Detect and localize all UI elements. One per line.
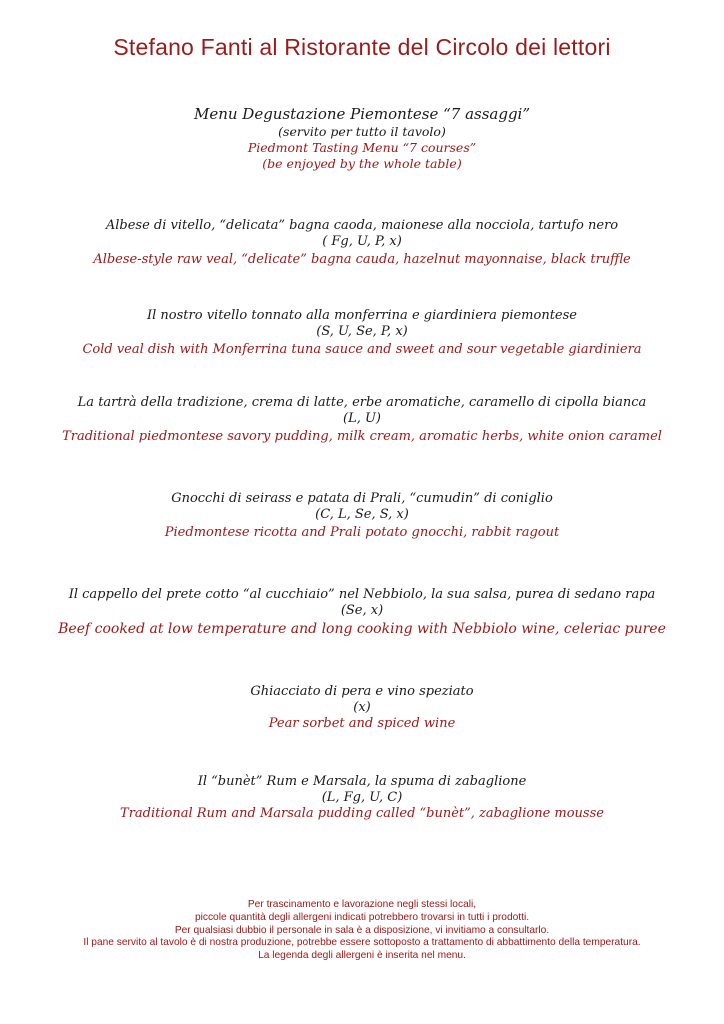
course-name-it: Ghiacciato di pera e vino speziato [250, 684, 474, 699]
footer-note: Per qualsiasi dubbio il personale in sala è a disposizione, vi invitiamo a consultarlo. [174, 924, 550, 936]
course-name-en: Piedmontese ricotta and Prali potato gnocchi, rabbit ragout [164, 525, 560, 540]
course-7 [0, 774, 724, 822]
course-name-en: Pear sorbet and spiced wine [268, 716, 456, 731]
footer-note: La legenda degli allergeni è inserita nel menu. [258, 950, 466, 962]
course-name-it: Gnocchi di seirass e patata di Prali, “cumudin” di coniglio [171, 491, 553, 506]
course-name-it: Il “bunèt” Rum e Marsala, la spuma di zabaglione [197, 774, 527, 789]
menu-subtitle-en: (be enjoyed by the whole table) [262, 156, 462, 171]
course-name-it: Il cappello del prete cotto “al cucchiaio” nel Nebbiolo, la sua salsa, purea di sedano rapa [68, 587, 656, 602]
course-1 [0, 218, 724, 268]
footer-note: Il pane servito al tavolo è di nostra produzione, potrebbe essere sottoposto a trattamento di abbattimento della temperatura. [83, 937, 641, 949]
course-3 [0, 395, 724, 445]
course-2 [0, 308, 724, 358]
course-name-en: Beef cooked at low temperature and long cooking with Nebbiolo wine, celeriac puree [58, 621, 666, 637]
course-name-en: Cold veal dish with Monferrina tuna sauce and sweet and sour vegetable giardiniera [82, 342, 642, 357]
allergen-footer-notes [0, 899, 724, 963]
course-name-it: La tartrà della tradizione, crema di latte, erbe aromatiche, caramello di cipolla bianca [77, 395, 647, 410]
course-allergens: (C, L, Se, S, x) [315, 507, 409, 522]
course-name-en: Albese-style raw veal, “delicate” bagna cauda, hazelnut mayonnaise, black truffle [93, 252, 631, 267]
menu-title-en: Piedmont Tasting Menu “7 courses” [247, 140, 477, 155]
menu-header [0, 104, 724, 172]
restaurant-title: Stefano Fanti al Ristorante del Circolo dei lettori [113, 34, 611, 60]
course-allergens: (Se, x) [340, 603, 384, 618]
course-allergens: (L, U) [343, 411, 381, 426]
course-6 [0, 684, 724, 732]
course-name-en: Traditional piedmontese savory pudding, milk cream, aromatic herbs, white onion caramel [62, 429, 662, 444]
course-allergens: (x) [353, 700, 371, 715]
course-name-it: Il nostro vitello tonnato alla monferrina e giardiniera piemontese [147, 308, 577, 323]
course-allergens: ( Fg, U, P, x) [322, 234, 402, 249]
course-allergens: (L, Fg, U, C) [321, 790, 403, 805]
course-4 [0, 491, 724, 541]
footer-note: piccole quantità degli allergeni indicati potrebbero trovarsi in tutti i prodotti. [194, 911, 530, 923]
menu-subtitle: (servito per tutto il tavolo) [278, 124, 446, 139]
course-name-en: Traditional Rum and Marsala pudding called “bunèt”, zabaglione mousse [120, 806, 604, 821]
menu-title: Menu Degustazione Piemontese “7 assaggi” [193, 105, 531, 123]
course-5 [0, 587, 724, 639]
course-name-it: Albese di vitello, “delicata” bagna caoda, maionese alla nocciola, tartufo nero [105, 218, 619, 233]
course-allergens: (S, U, Se, P, x) [316, 324, 408, 339]
footer-note: Per trascinamento e lavorazione negli stessi locali, [247, 899, 477, 910]
